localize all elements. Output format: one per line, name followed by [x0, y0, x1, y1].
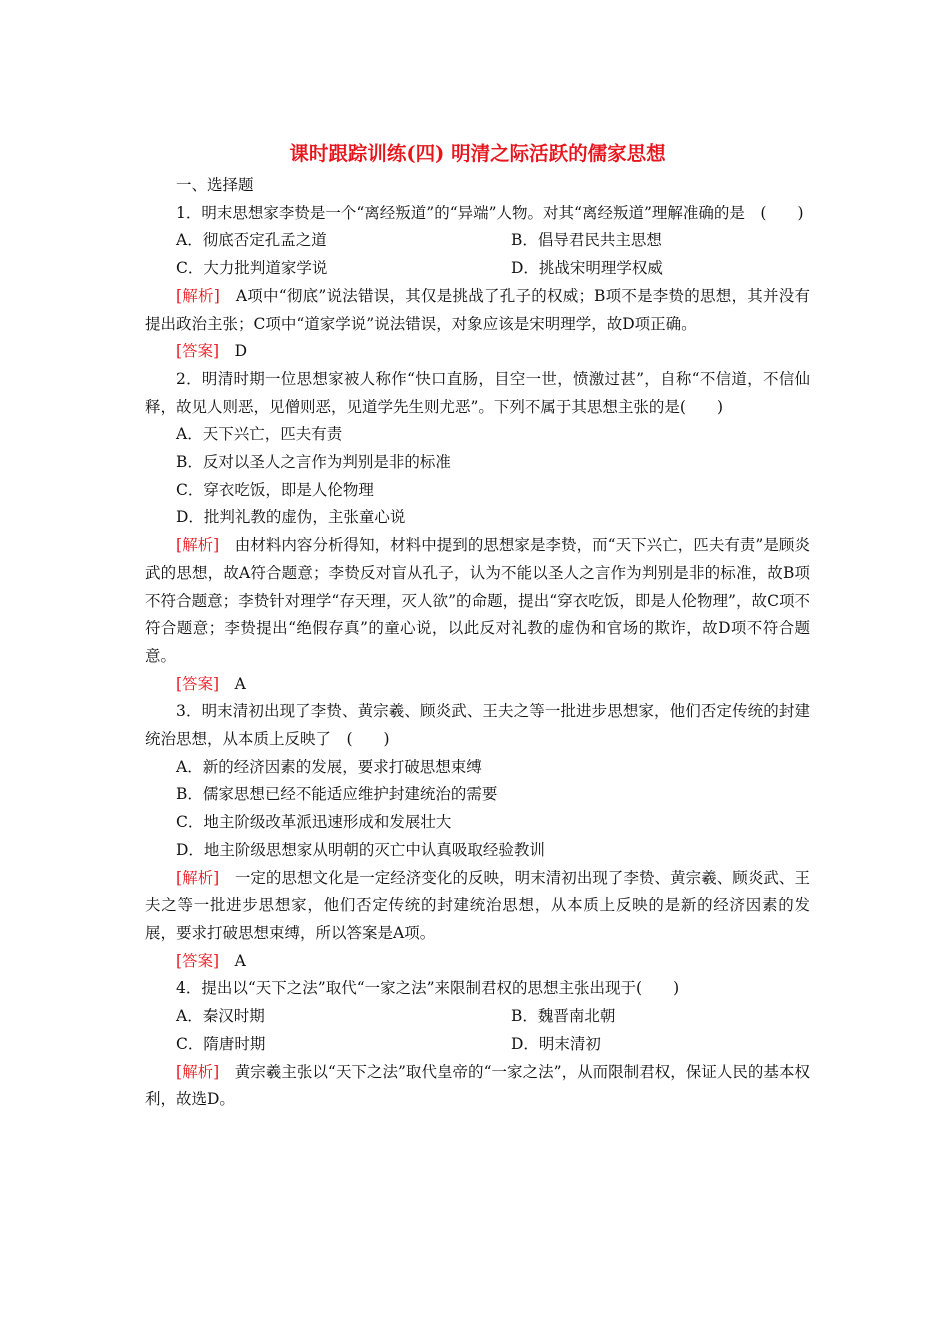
answer-value: D	[234, 342, 248, 361]
option-b: B．魏晋南北朝	[511, 1007, 616, 1026]
question-2-answer	[145, 671, 810, 699]
question-4-analysis	[145, 1059, 810, 1114]
option-c: C．隋唐时期	[176, 1034, 266, 1053]
option-a: A．彻底否定孔孟之道	[176, 231, 327, 250]
option-a: A．秦汉时期	[176, 1007, 265, 1026]
option-d: D．批判礼教的虚伪，主张童心说	[176, 508, 406, 527]
question-4-options-row-1	[145, 1003, 810, 1031]
option-d: D．地主阶级思想家从明朝的灭亡中认真吸取经验教训	[176, 840, 545, 859]
question-1-options-row-2	[145, 255, 810, 283]
option-d: D．明末清初	[511, 1034, 601, 1053]
analysis-text: 由材料内容分析得知，材料中提到的思想家是李贽，而“天下兴亡，匹夫有责”是顾炎武的思想，故A符合题意；李贽反对盲从孔子，认为不能以圣人之言作为判别是非的标准，故B项不符合题意；李贽针对理学“存天理，灭人欲”的命题，提出“穿衣吃饭，即是人伦物理”，故C项不符合题意；李贽提出“绝假存真”的童心说，以此反对礼教的虚伪和官场的欺诈，故D项不符合题意。	[145, 536, 810, 665]
analysis-label: [解析]	[176, 868, 220, 887]
option-b: B．儒家思想已经不能适应维护封建统治的需要	[176, 785, 498, 804]
question-1-options-row-1	[145, 227, 810, 255]
option-a: A．天下兴亡，匹夫有责	[176, 425, 343, 444]
option-c: C．大力批判道家学说	[176, 259, 328, 278]
question-2-analysis	[145, 532, 810, 671]
question-4-stem: 4．提出以“天下之法”取代“一家之法”来限制君权的思想主张出现于( )	[176, 979, 680, 998]
question-3-stem: 3．明末清初出现了李贽、黄宗羲、顾炎武、王夫之等一批进步思想家，他们否定传统的封建统治思想，从本质上反映了 ( )	[145, 702, 810, 749]
section-heading: 一、选择题	[176, 176, 254, 194]
question-2-stem: 2．明清时期一位思想家被人称作“快口直肠，目空一世，愤激过甚”，自称“不信道，不信仙释，故见人则恶，见僧则恶，见道学先生则尤恶”。下列不属于其思想主张的是( )	[145, 369, 810, 416]
analysis-text: A项中“彻底”说法错误，其仅是挑战了孔子的权威；B项不是李贽的思想，其并没有提出政治主张；C项中“道家学说”说法错误，对象应该是宋明理学，故D项正确。	[145, 286, 810, 333]
question-4-options-row-2	[145, 1031, 810, 1059]
option-b: B．反对以圣人之言作为判别是非的标准	[176, 453, 451, 472]
question-3-analysis	[145, 865, 810, 948]
question-1-stem: 1．明末思想家李贽是一个“离经叛道”的“异端”人物。对其“离经叛道”理解准确的是 ( )	[176, 203, 804, 222]
document-page	[145, 140, 810, 1114]
analysis-label: [解析]	[176, 536, 220, 555]
analysis-text: 一定的思想文化是一定经济变化的反映，明末清初出现了李贽、黄宗羲、顾炎武、王夫之等一批进步思想家，他们否定传统的封建统治思想，从本质上反映的是新的经济因素的发展，要求打破思想束缚，所以答案是A项。	[145, 868, 810, 942]
option-c: C．穿衣吃饭，即是人伦物理	[176, 480, 374, 499]
answer-value: A	[234, 674, 246, 693]
option-b: B．倡导君民共主思想	[511, 231, 662, 250]
analysis-text: 黄宗羲主张以“天下之法”取代皇帝的“一家之法”，从而限制君权，保证人民的基本权利，故选D。	[145, 1062, 810, 1109]
question-1-answer	[145, 338, 810, 366]
analysis-label: [解析]	[176, 286, 220, 305]
question-1-analysis	[145, 283, 810, 338]
analysis-label: [解析]	[176, 1062, 220, 1081]
answer-value: A	[234, 951, 246, 970]
answer-label: [答案]	[176, 951, 220, 970]
option-c: C．地主阶级改革派迅速形成和发展壮大	[176, 813, 452, 832]
option-a: A．新的经济因素的发展，要求打破思想束缚	[176, 757, 482, 776]
option-d: D．挑战宋明理学权威	[511, 259, 663, 278]
document-title: 课时跟踪训练(四) 明清之际活跃的儒家思想	[289, 142, 666, 165]
answer-label: [答案]	[176, 342, 220, 361]
question-3-answer	[145, 948, 810, 976]
answer-label: [答案]	[176, 674, 220, 693]
